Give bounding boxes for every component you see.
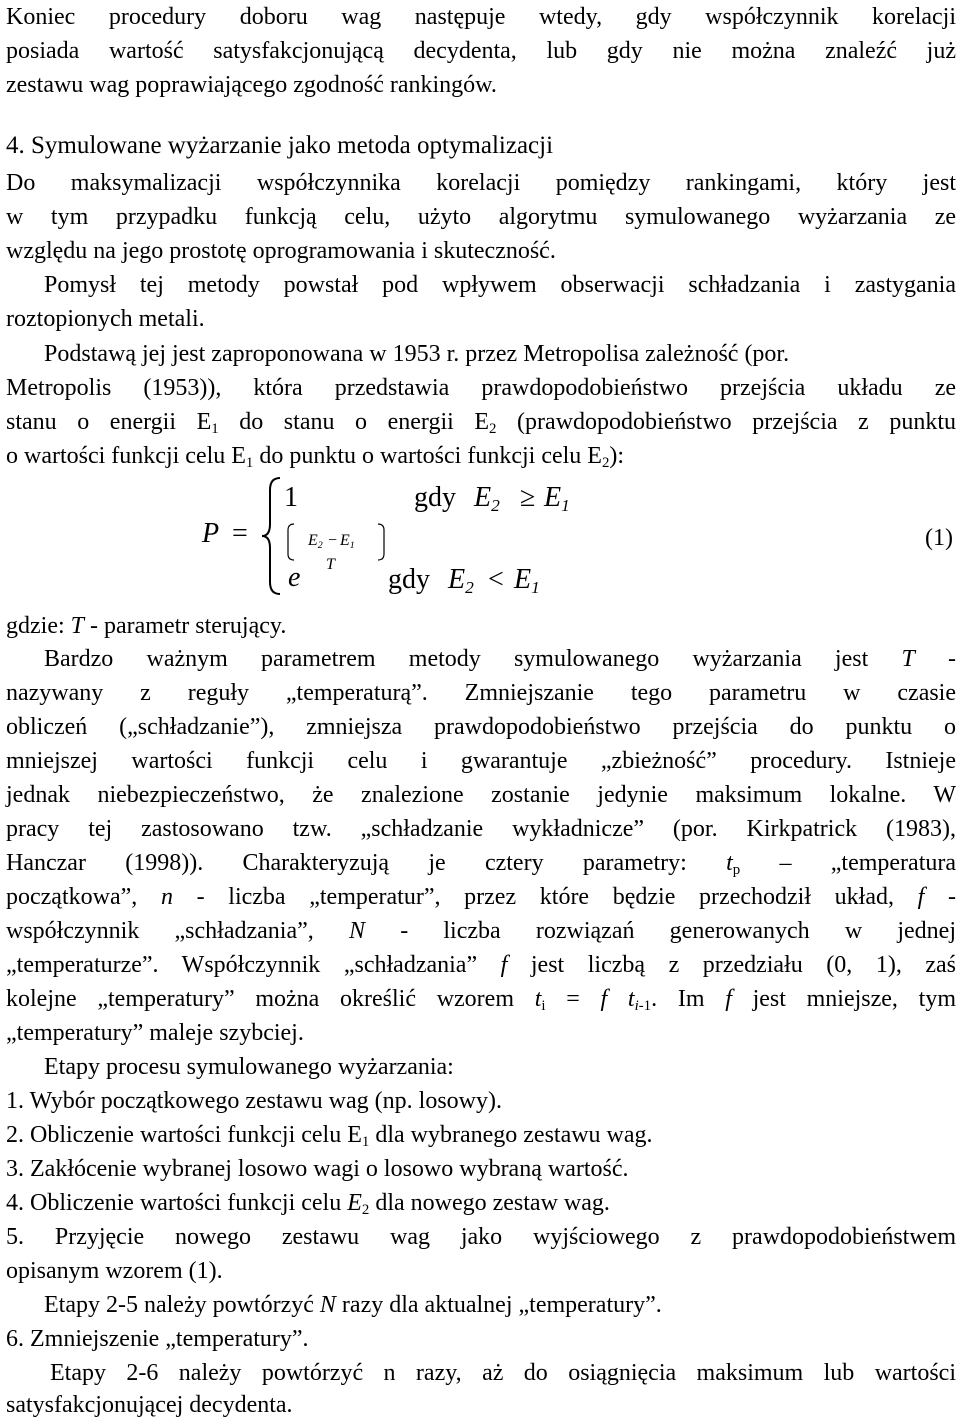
- case2-operator: <: [488, 564, 504, 595]
- p4-line-12: „temperatury” maleje szybciej.: [6, 1020, 304, 1046]
- p4-line-3: obliczeń („schładzanie”), zmniejsza prawdopodobieństwo przejścia do punktu o: [6, 714, 956, 740]
- left-brace: [260, 476, 284, 596]
- p1-line-2: w tym przypadku funkcją celu, użyto algorytmu symulowanego wyżarzania ze: [6, 204, 956, 230]
- p4-line-7: Hanczar (1998)). Charakteryzują je cztery parametry: $t_p$ – „temperatura: [6, 850, 956, 879]
- step-5-line-2: opisanym wzorem (1).: [6, 1258, 223, 1284]
- p3-line-4: o wartości funkcji celu $E_1$ do punktu o wartości funkcji celu $E_2$):: [6, 443, 625, 472]
- intro-line-1: Koniec procedury doboru wag następuje wtedy, gdy współczynnik korelacji: [6, 4, 956, 30]
- p2-line-2: roztopionych metali.: [6, 306, 205, 332]
- step-5-line-1: 5. Przyjęcie nowego zestawu wag jako wyjściowego z prawdopodobieństwem: [6, 1224, 956, 1250]
- p3-line-3: stanu o energii $E_1$ do stanu o energii $E_2$ (prawdopodobieństwo przejścia z punktu: [6, 409, 956, 438]
- p4-line-8: początkowa”, n - liczba „temperatur”, przez które będzie przechodził układ, f -: [6, 884, 956, 910]
- p4-line-1: Bardzo ważnym parametrem metody symulowanego wyżarzania jest T -: [44, 646, 956, 672]
- p3-line-1: Podstawą jej jest zaproponowana w 1953 r. przez Metropolisa zależność (por.: [44, 341, 790, 367]
- p1-line-1: Do maksymalizacji współczynnika korelacji pomiędzy rankingami, który jest: [6, 170, 956, 196]
- p2-line-1: Pomysł tej metody powstał pod wpływem obserwacji schładzania i zastygania: [44, 272, 956, 298]
- section-heading: 4. Symulowane wyżarzanie jako metoda optymalizacji: [6, 132, 554, 159]
- intro-line-3: zestawu wag poprawiającego zgodność rankingów.: [6, 72, 497, 98]
- steps-heading: Etapy procesu symulowanego wyżarzania:: [44, 1054, 454, 1080]
- step-4: 4. Obliczenie wartości funkcji celu $E_2$ dla nowego zestaw wag.: [6, 1190, 610, 1219]
- step-1: 1. Wybór początkowego zestawu wag (np. losowy).: [6, 1088, 502, 1114]
- repeat-2-6-line-1: Etapy 2-6 należy powtórzyć n razy, aż do osiągnięcia maksimum lub wartości: [50, 1360, 956, 1386]
- case1-condition: gdy: [414, 482, 456, 513]
- step-3: 3. Zakłócenie wybranej losowo wagi o losowo wybraną wartość.: [6, 1156, 629, 1182]
- case2-e1: $E_1$: [514, 564, 540, 597]
- case1-value: 1: [284, 482, 298, 513]
- p4-line-9: współczynnik „schładzania”, N - liczba rozwiązań generowanych w jednej: [6, 918, 956, 944]
- p4-line-11: kolejne „temperatury” można określić wzorem $t_i = f$ $t_{i-1}$. Im f jest mniejsze, tym: [6, 986, 956, 1015]
- case2-base: e: [288, 562, 301, 593]
- case1-e2: $E_2$: [474, 482, 500, 515]
- repeat-2-6-line-2: satysfakcjonującej decydenta.: [6, 1392, 293, 1418]
- equation-number: (1): [925, 525, 953, 551]
- exponent-e1: $E_1$: [340, 532, 355, 551]
- case1-operator: ≥: [520, 482, 536, 513]
- p4-line-5: jednak niebezpieczeństwo, że znalezione zostanie jedynie maksimum lokalne. W: [6, 782, 956, 808]
- formula-lhs: P: [202, 518, 220, 549]
- exponent-t: T: [326, 556, 335, 573]
- intro-line-2: posiada wartość satysfakcjonującą decydenta, lub gdy nie można znaleźć już: [6, 38, 956, 64]
- case2-e2: $E_2$: [448, 564, 474, 597]
- p4-line-6: pracy tej zastosowano tzw. „schładzanie wykładnicze” (por. Kirkpatrick (1983),: [6, 816, 956, 842]
- repeat-2-5: Etapy 2-5 należy powtórzyć N razy dla aktualnej „temperatury”.: [44, 1292, 662, 1318]
- case1-e1: $E_1$: [544, 482, 570, 515]
- formula-equals: =: [232, 518, 248, 549]
- metropolis-formula: [202, 474, 960, 604]
- exponent-e2: $E_2$: [308, 532, 323, 551]
- p4-line-10: „temperaturze”. Współczynnik „schładzania” f jest liczbą z przedziału (0, 1), zaś: [6, 952, 957, 978]
- p1-line-3: względu na jego prostotę oprogramowania i skuteczność.: [6, 238, 556, 264]
- step-2: 2. Obliczenie wartości funkcji celu $E_1$ dla wybranego zestawu wag.: [6, 1122, 653, 1151]
- p3-line-2: Metropolis (1953)), która przedstawia prawdopodobieństwo przejścia układu ze: [6, 375, 956, 401]
- step-6: 6. Zmniejszenie „temperatury”.: [6, 1326, 309, 1352]
- where-line: gdzie: T - parametr sterujący.: [6, 613, 287, 639]
- exponent-minus: −: [328, 532, 338, 549]
- case2-condition: gdy: [388, 564, 430, 595]
- p4-line-2: nazywany z reguły „temperaturą”. Zmniejszanie tego parametru w czasie: [6, 680, 956, 706]
- p4-line-4: mniejszej wartości funkcji celu i gwarantuje „zbieżność” procedury. Istnieje: [6, 748, 956, 774]
